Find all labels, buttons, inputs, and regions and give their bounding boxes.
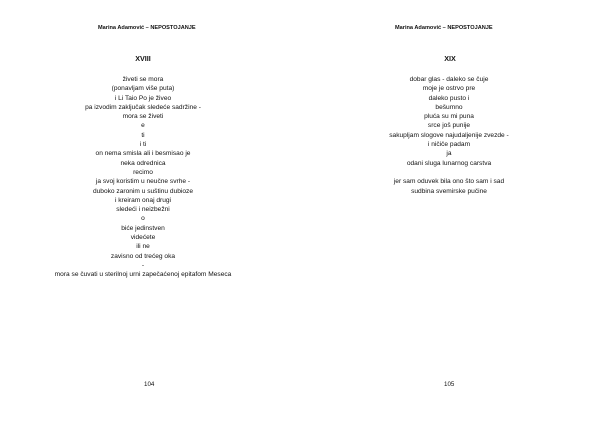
right-page [300, 0, 600, 425]
poem-line: - [141, 261, 145, 269]
poem-line: (ponavljam više puta) [111, 85, 175, 93]
poem-title: XVIII [135, 54, 151, 63]
stanza-break [299, 168, 599, 177]
poem-body [299, 75, 599, 196]
running-header: Marina Adamović – NEPOSTOJANJE [395, 25, 493, 31]
poem-line: i Li Taio Po je živeo [114, 94, 172, 102]
poem-line: jer sam oduvek bila ono što sam i sad [393, 178, 505, 186]
poem-line: ja [446, 150, 452, 158]
poem-line: duboko zaronim u suštinu dubioze [92, 187, 194, 195]
poem-line: živeti se mora [122, 76, 164, 83]
poem-line: moje je ostrvo pre [422, 85, 476, 93]
poem-line: mora se čuvati u sterilnoj urni zapečaćenoj epitafom Meseca [54, 271, 232, 279]
poem-line: o [141, 215, 145, 223]
poem-line: i ti [139, 141, 147, 149]
running-header: Marina Adamović – NEPOSTOJANJE [98, 25, 196, 31]
poem-line: zavisno od trećeg oka [110, 252, 176, 260]
poem-line: e [141, 122, 145, 130]
poem-line: ja svoj koristim u neučne svrhe - [95, 178, 191, 186]
page-number: 104 [144, 381, 155, 388]
poem-line: odani sluga lunarnog carstva [406, 159, 492, 167]
poem-title: XIX [444, 54, 456, 63]
poem-line: ili ne [136, 243, 150, 251]
page-number: 105 [444, 381, 455, 388]
poem-line: sakupljam slogove najudaljenije zvezde - [389, 131, 509, 139]
poem-line: srce još punije [427, 122, 471, 130]
poem-line: dobar glas - daleko se čuje [409, 76, 489, 83]
poem-line: sudbina svemirske pučine [411, 187, 487, 195]
poem-line: mora se živeti [122, 113, 164, 121]
poem-line: ti [141, 131, 145, 139]
poem-line: pluća su mi puna [424, 113, 474, 121]
poem-body [0, 75, 293, 280]
poem-line: i kreiram onaj drugi [114, 196, 172, 204]
poem-line: bešumno [435, 103, 463, 111]
poem-line: biće jedinstven [121, 224, 165, 232]
poem-line: sledeći i neizbežni [116, 206, 170, 214]
poem-line: daleko pusto i [428, 94, 470, 102]
poem-line: videćete [130, 234, 156, 242]
poem-line: recimo [133, 168, 153, 176]
poem-line: i ničiče padam [427, 141, 471, 149]
poem-line: pa izvodim zaključak sledeće sadržine - [85, 103, 201, 111]
poem-line: on nema smisla ali i besmisao je [95, 150, 191, 158]
poem-line: neka odrednica [120, 159, 166, 167]
